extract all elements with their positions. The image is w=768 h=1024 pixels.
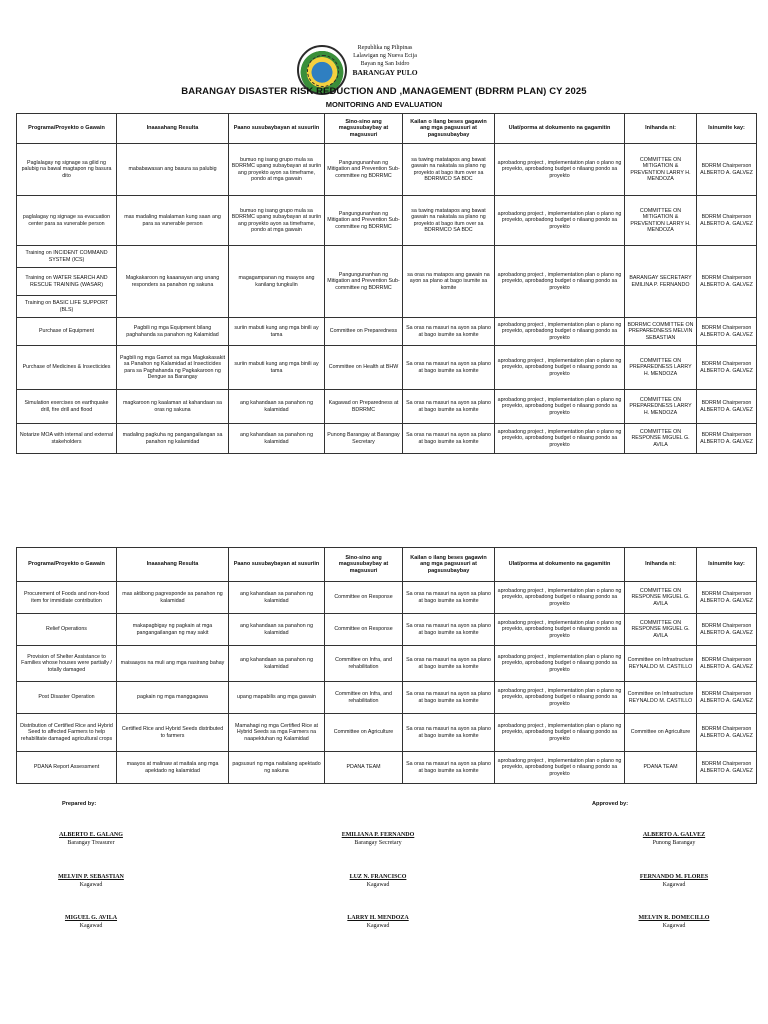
province-line: Lalawigan ng Nueva Ecija (353, 53, 417, 59)
table-cell: paglalagay ng signage sa evacuation center para sa vunerable person (17, 196, 117, 246)
table-cell: Committee on Infra, and rehabilitation (325, 646, 403, 682)
table-cell: Purchase of Equipment (17, 318, 117, 346)
column-header: Isinumite kay: (697, 548, 757, 582)
table-cell: madaling pagkuha ng pangangailangan sa panahon ng kalamidad (117, 424, 229, 454)
table-cell: COMMITTEE ON RESPONSE MIGUEL G. AVILA (625, 582, 697, 614)
table-cell: PDANA Report Assessment (17, 752, 117, 784)
signatory-name: LARRY H. MENDOZA (347, 915, 409, 921)
table-cell: aprobadong project , implementation plan o plano ng proyekto, aprobadong budget o nilaang pondo sa proyekto (495, 424, 625, 454)
signatory-block (16, 914, 166, 930)
column-header: Ulat/porma at dokumento na gagamitin (495, 548, 625, 582)
table-cell: Committee on Response (325, 614, 403, 646)
table-cell: Pangungunanhan ng Mitigation and Prevention Sub- committee ng BDRRMC (325, 196, 403, 246)
table-cell: suriin mabuti kung ang mga binili ay tama (229, 346, 325, 390)
table-cell: pagkain ng mga manggagawa (117, 682, 229, 714)
table-row (17, 682, 757, 714)
column-header: Inihanda ni: (625, 548, 697, 582)
signatory-position: Kagawad (662, 882, 686, 888)
table-row (17, 714, 757, 752)
table-cell: ang kahandaan sa panahon ng kalamidad (229, 582, 325, 614)
signatory-block (599, 914, 749, 930)
table-cell: Sa oras na masuri na ayon sa plano at bago isumite sa komite (403, 646, 495, 682)
signatory-name: MIGUEL G. AVILA (64, 915, 118, 921)
training-when: sa oras na matapos ang gawain na ayon sa plano at bago isumite sa komite (403, 246, 495, 318)
table-cell: aprobadong project , implementation plan o plano ng proyekto, aprobadong budget o nilaang pondo sa proyekto (495, 390, 625, 424)
table-cell: ang kahandaan sa panahon ng kalamidad (229, 646, 325, 682)
table-cell: Sa oras na masuri na ayon sa plano at bago isumite sa komite (403, 752, 495, 784)
table-cell: maayos at malinaw at maitala ang mga apektado ng kalamidad (117, 752, 229, 784)
table-cell: makapagbigay ng pagkain at mga pangangailangan ng may sakit (117, 614, 229, 646)
table-cell: Sa oras na masuri na ayon sa plano at bago isumite sa komite (403, 582, 495, 614)
table-cell: BDRRM Chairperson ALBERTO A. GALVEZ (697, 682, 757, 714)
table-cell: BDRRM Chairperson ALBERTO A. GALVEZ (697, 752, 757, 784)
table-cell: BDRRMC COMMITTEE ON PREPAREDNESS MELVIN SEBASTIAN (625, 318, 697, 346)
table-cell: Sa oras na masuri na ayon sa plano at bago isumite sa komite (403, 318, 495, 346)
table-cell: PDANA TEAM (625, 752, 697, 784)
table-row (17, 196, 757, 246)
republic-line: Republika ng Pilipinas (357, 45, 413, 51)
table-cell: Post Disaster Operation (17, 682, 117, 714)
signatory-name: LUZ N. FRANCISCO (349, 874, 407, 880)
table-row (17, 390, 757, 424)
table-cell: BDRRM Chairperson ALBERTO A. GALVEZ (697, 424, 757, 454)
table-cell: Sa oras na masuri na ayon sa plano at bago isumite sa komite (403, 424, 495, 454)
approved-by-label: Approved by: (592, 801, 629, 807)
table-cell: Sa oras na masuri na ayon sa plano at bago isumite sa komite (403, 682, 495, 714)
table-cell: BDRRM Chairperson ALBERTO A. GALVEZ (697, 582, 757, 614)
table-cell: BDRRM Chairperson ALBERTO A. GALVEZ (697, 390, 757, 424)
table-cell: maisaayos na muli ang mga nasirang bahay (117, 646, 229, 682)
column-header: Paano susubaybayan at susuriin (229, 114, 325, 144)
table-cell: mas aktibong pagresponde sa panahon ng kalamidad (117, 582, 229, 614)
signatory-position: Punong Barangay (652, 840, 696, 846)
signatory-block (599, 873, 749, 889)
table-cell: aprobadong project , implementation plan o plano ng proyekto, aprobadong budget o nilaang pondo sa proyekto (495, 614, 625, 646)
table-cell: BDRRM Chairperson ALBERTO A. GALVEZ (697, 196, 757, 246)
signatory-name: FERNANDO M. FLORES (639, 874, 709, 880)
table-cell: Sa oras na masuri na ayon sa plano at bago isumite sa komite (403, 614, 495, 646)
training-result: Magkakaroon ng kaaanayan ang unang responders sa panahon ng sakuna (117, 246, 229, 318)
signatory-block (303, 873, 453, 889)
column-header: Inaasahang Resulta (117, 114, 229, 144)
table-row (17, 614, 757, 646)
table-cell: aprobadong project , implementation plan o plano ng proyekto, aprobadong budget o nilaang pondo sa proyekto (495, 144, 625, 196)
signatory-position: Kagawad (366, 923, 390, 929)
training-item: Training on INCIDENT COMMAND SYSTEM (ICS) (17, 246, 117, 268)
table-cell: ang kahandaan sa panahon ng kalamidad (229, 390, 325, 424)
prepared-by-label: Prepared by: (62, 801, 97, 807)
table-row (17, 752, 757, 784)
column-header: Kailan o ilang beses gagawin ang mga pagsusuri at pagsusubaybay (403, 548, 495, 582)
table-cell: Pagbili ng mga Gamot sa mga Magkakasakit sa Panahon ng Kalamidad at Insecticides para sa Paghahanda ng Pagkakaroon ng Dengue sa Barangay (117, 346, 229, 390)
table-cell: BDRRM Chairperson ALBERTO A. GALVEZ (697, 714, 757, 752)
table-cell: aprobadong project , implementation plan o plano ng proyekto, aprobadong budget o nilaang pondo sa proyekto (495, 346, 625, 390)
signatory-name: ALBERTO E. GALANG (59, 832, 123, 838)
signatory-position: Kagawad (79, 923, 103, 929)
table-cell: Committee on Agriculture (625, 714, 697, 752)
column-header: Sino-sino ang magsusubaybay at magsusuri (325, 548, 403, 582)
table-row (17, 318, 757, 346)
training-who: Pangungunanhan ng Mitigation and Prevention Sub- committee ng BDRRMC (325, 246, 403, 318)
table-cell: Mamahagi ng mga Certified Rice at Hybrid Seeds sa mga Farmers na naapektuhan ng Kalamidad (229, 714, 325, 752)
table-header-row (17, 548, 757, 582)
table-header-row (17, 114, 757, 144)
monitoring-table-1 (16, 113, 757, 454)
table-cell: upang mapabilis ang mga gawain (229, 682, 325, 714)
table-cell: COMMITTEE ON PREPAREDNESS LARRY H. MENDOZA (625, 390, 697, 424)
table-cell: Sa oras na masuri na ayon sa plano at bago isumite sa komite (403, 390, 495, 424)
table-cell: COMMITTEE ON PREPAREDNESS LARRY H. MENDOZA (625, 346, 697, 390)
table-cell: aprobadong project , implementation plan o plano ng proyekto, aprobadong budget o nilaang pondo sa proyekto (495, 196, 625, 246)
monitoring-table-2 (16, 547, 757, 784)
table-cell: aprobadong project , implementation plan o plano ng proyekto, aprobadong budget o nilaang pondo sa proyekto (495, 714, 625, 752)
column-header: Inaasahang Resulta (117, 548, 229, 582)
table-cell: COMMITTEE ON MITIGATION & PREVENTION LARRY H. MENDOZA (625, 144, 697, 196)
table-cell: Relief Operations (17, 614, 117, 646)
column-header: Inihanda ni: (625, 114, 697, 144)
table-cell: Provision of Shelter Assistance to Families whose houses were partially / totally damaged (17, 646, 117, 682)
training-item: Training on BASIC LIFE SUPPORT (BLS) (17, 296, 117, 318)
signatory-name: ALBERTO A. GALVEZ (642, 832, 706, 838)
table-cell: BDRRM Chairperson ALBERTO A. GALVEZ (697, 646, 757, 682)
table-cell: Pangungunanhan ng Mitigation and Prevention Sub- committee ng BDRRMC (325, 144, 403, 196)
table-cell: Sa oras na masuri na ayon sa plano at bago isumite sa komite (403, 346, 495, 390)
table-cell: sa tuwing matatapos ang bawat gawain na nakatala sa plano ng proyekto at bago itum over sa BDRRMCO SA BDC (403, 144, 495, 196)
table-cell: suriin mabuti kung ang mga binili ay tama (229, 318, 325, 346)
signatory-name: MELVIN P. SEBASTIAN (58, 874, 124, 880)
table-cell: bumuo ng isang grupo mula sa BDRRMC upang subaybayan at suriin ang proyekto ayon sa timeframe, pondo at mga gawain (229, 144, 325, 196)
table-cell: ang kahandaan sa panahon ng kalamidad (229, 424, 325, 454)
signatory-block (16, 831, 166, 847)
signatory-block (599, 831, 749, 847)
table-cell: Distribution of Certified Rice and Hybrid Seed to affected Farmers to help rehabilitate damaged agricultural crops (17, 714, 117, 752)
signatory-name: EMILIANA P. FERNANDO (341, 832, 415, 838)
signatory-block (303, 914, 453, 930)
table-cell: Notarize MOA with internal and external stakeholders (17, 424, 117, 454)
training-how: magagampanan ng maayos ang kanilang tungkulin (229, 246, 325, 318)
training-report: aprobadong project , implementation plan o plano ng proyekto, aprobadong budget o nilaang pondo sa proyekto (495, 246, 625, 318)
signatory-name: MELVIN R. DOMECILLO (638, 915, 710, 921)
town-line: Bayan ng San Isidro (360, 61, 410, 67)
table-row (17, 424, 757, 454)
table-cell: PDANA TEAM (325, 752, 403, 784)
training-submitted: BDRRM Chairperson ALBERTO A. GALVEZ (697, 246, 757, 318)
signatory-block (303, 831, 453, 847)
table-row (17, 346, 757, 390)
signatory-position: Kagawad (366, 882, 390, 888)
table-cell: Purchase of Medicines & Insecticides (17, 346, 117, 390)
table-cell: BDRRM Chairperson ALBERTO A. GALVEZ (697, 346, 757, 390)
table-cell: Punong Barangay at Barangay Secretary (325, 424, 403, 454)
table-cell: bumuo ng isang grupo mula sa BDRRMC upang subaybayan at suriin ang proyekto ayon sa timeframe, pondo at mga gawain (229, 196, 325, 246)
table-cell: Committee on Preparedness (325, 318, 403, 346)
table-cell: sa tuwing matatapos ang bawat gawain na nakatala sa plano ng proyekto at bago itum over sa BDRRMCO SA BDC (403, 196, 495, 246)
table-row (17, 646, 757, 682)
training-item: Training on WATER SEARCH AND RESCUE TRAINING (WASAR) (17, 268, 117, 296)
training-prepared: BARANGAY SECRETARY EMILINA P. FERNANDO (625, 246, 697, 318)
column-header: Programa/Proyekto o Gawain (17, 548, 117, 582)
table-cell: Procurement of Foods and non-food item for immidiate contribution (17, 582, 117, 614)
signatory-position: Kagawad (79, 882, 103, 888)
column-header: Programa/Proyekto o Gawain (17, 114, 117, 144)
table-row (17, 246, 757, 268)
column-header: Sino-sino ang magsusubaybay at magsusuri (325, 114, 403, 144)
table-cell: aprobadong project , implementation plan o plano ng proyekto, aprobadong budget o nilaang pondo sa proyekto (495, 582, 625, 614)
table-cell: aprobadong project , implementation plan o plano ng proyekto, aprobadong budget o nilaang pondo sa proyekto (495, 752, 625, 784)
table-cell: Simulation exercises on earthquake drill, fire drill and flood (17, 390, 117, 424)
table-cell: COMMITTEE ON MITIGATION & PREVENTION LARRY H. MENDOZA (625, 196, 697, 246)
table-cell: Sa oras na masuri na ayon sa plano at bago isumite sa komite (403, 714, 495, 752)
table-row (17, 144, 757, 196)
signatory-position: Barangay Treasurer (67, 840, 115, 846)
table-cell: BDRRM Chairperson ALBERTO A. GALVEZ (697, 144, 757, 196)
table-cell: Committee on Infra, and rehabilitation (325, 682, 403, 714)
table-cell: COMMITTEE ON RESPONSE MIGUEL G. AVILA (625, 424, 697, 454)
table-cell: Committee on Agriculture (325, 714, 403, 752)
signatory-position: Kagawad (662, 923, 686, 929)
column-header: Ulat/porma at dokumento na gagamitin (495, 114, 625, 144)
table-cell: BDRRM Chairperson ALBERTO A. GALVEZ (697, 318, 757, 346)
table-cell: pagsusuri ng mga naitalang apektado ng sakuna (229, 752, 325, 784)
table-cell: Pagbili ng mga Equipment bilang paghahanda sa panahon ng Kalamidad (117, 318, 229, 346)
government-heading (330, 44, 440, 78)
table-cell: magkaroon ng kaalaman at kahandaan sa oras ng sakuna (117, 390, 229, 424)
document-subtitle: MONITORING AND EVALUATION (325, 100, 443, 109)
table-cell: mas madaling malalaman kung saan ang para sa vunerable person (117, 196, 229, 246)
table-cell: aprobadong project , implementation plan o plano ng proyekto, aprobadong budget o nilaang pondo sa proyekto (495, 646, 625, 682)
table-cell: Committee on Infrastructure REYNALDO M. CASTILLO (625, 646, 697, 682)
barangay-line: BARANGAY PULO (352, 68, 418, 77)
signatory-position: Barangay Secretary (354, 840, 402, 846)
table-cell: COMMITTEE ON RESPONSE MIGUEL G. AVILA (625, 614, 697, 646)
table-cell: Committee on Infrastructure REYNALDO M. CASTILLO (625, 682, 697, 714)
column-header: Paano susubaybayan at susuriin (229, 548, 325, 582)
table-cell: Kagawad on Preparedness at BDRRMC (325, 390, 403, 424)
table-cell: mababawasan ang basura sa palubig (117, 144, 229, 196)
table-cell: Committee on Health at BHW (325, 346, 403, 390)
column-header: Kailan o ilang beses gagawin ang mga pagsusuri at pagsusubaybay (403, 114, 495, 144)
signatory-block (16, 873, 166, 889)
table-cell: ang kahandaan sa panahon ng kalamidad (229, 614, 325, 646)
column-header: Isinumite kay: (697, 114, 757, 144)
table-cell: Committee on Response (325, 582, 403, 614)
table-cell: aprobadong project , implementation plan o plano ng proyekto, aprobadong budget o nilaang pondo sa proyekto (495, 682, 625, 714)
table-cell: aprobadong project , implementation plan o plano ng proyekto, aprobadong budget o nilaang pondo sa proyekto (495, 318, 625, 346)
table-cell: Certified Rice and Hybrid Seeds distributed to farmers (117, 714, 229, 752)
table-cell: BDRRM Chairperson ALBERTO A. GALVEZ (697, 614, 757, 646)
table-cell: Paglalagay ng signage sa gilid ng palubig na bawal magtapon ng basura dito (17, 144, 117, 196)
document-title: BARANGAY DISASTER RISK REDUCTION AND ,MANAGEMENT (BDRRM PLAN) CY 2025 (181, 86, 587, 97)
table-row (17, 582, 757, 614)
